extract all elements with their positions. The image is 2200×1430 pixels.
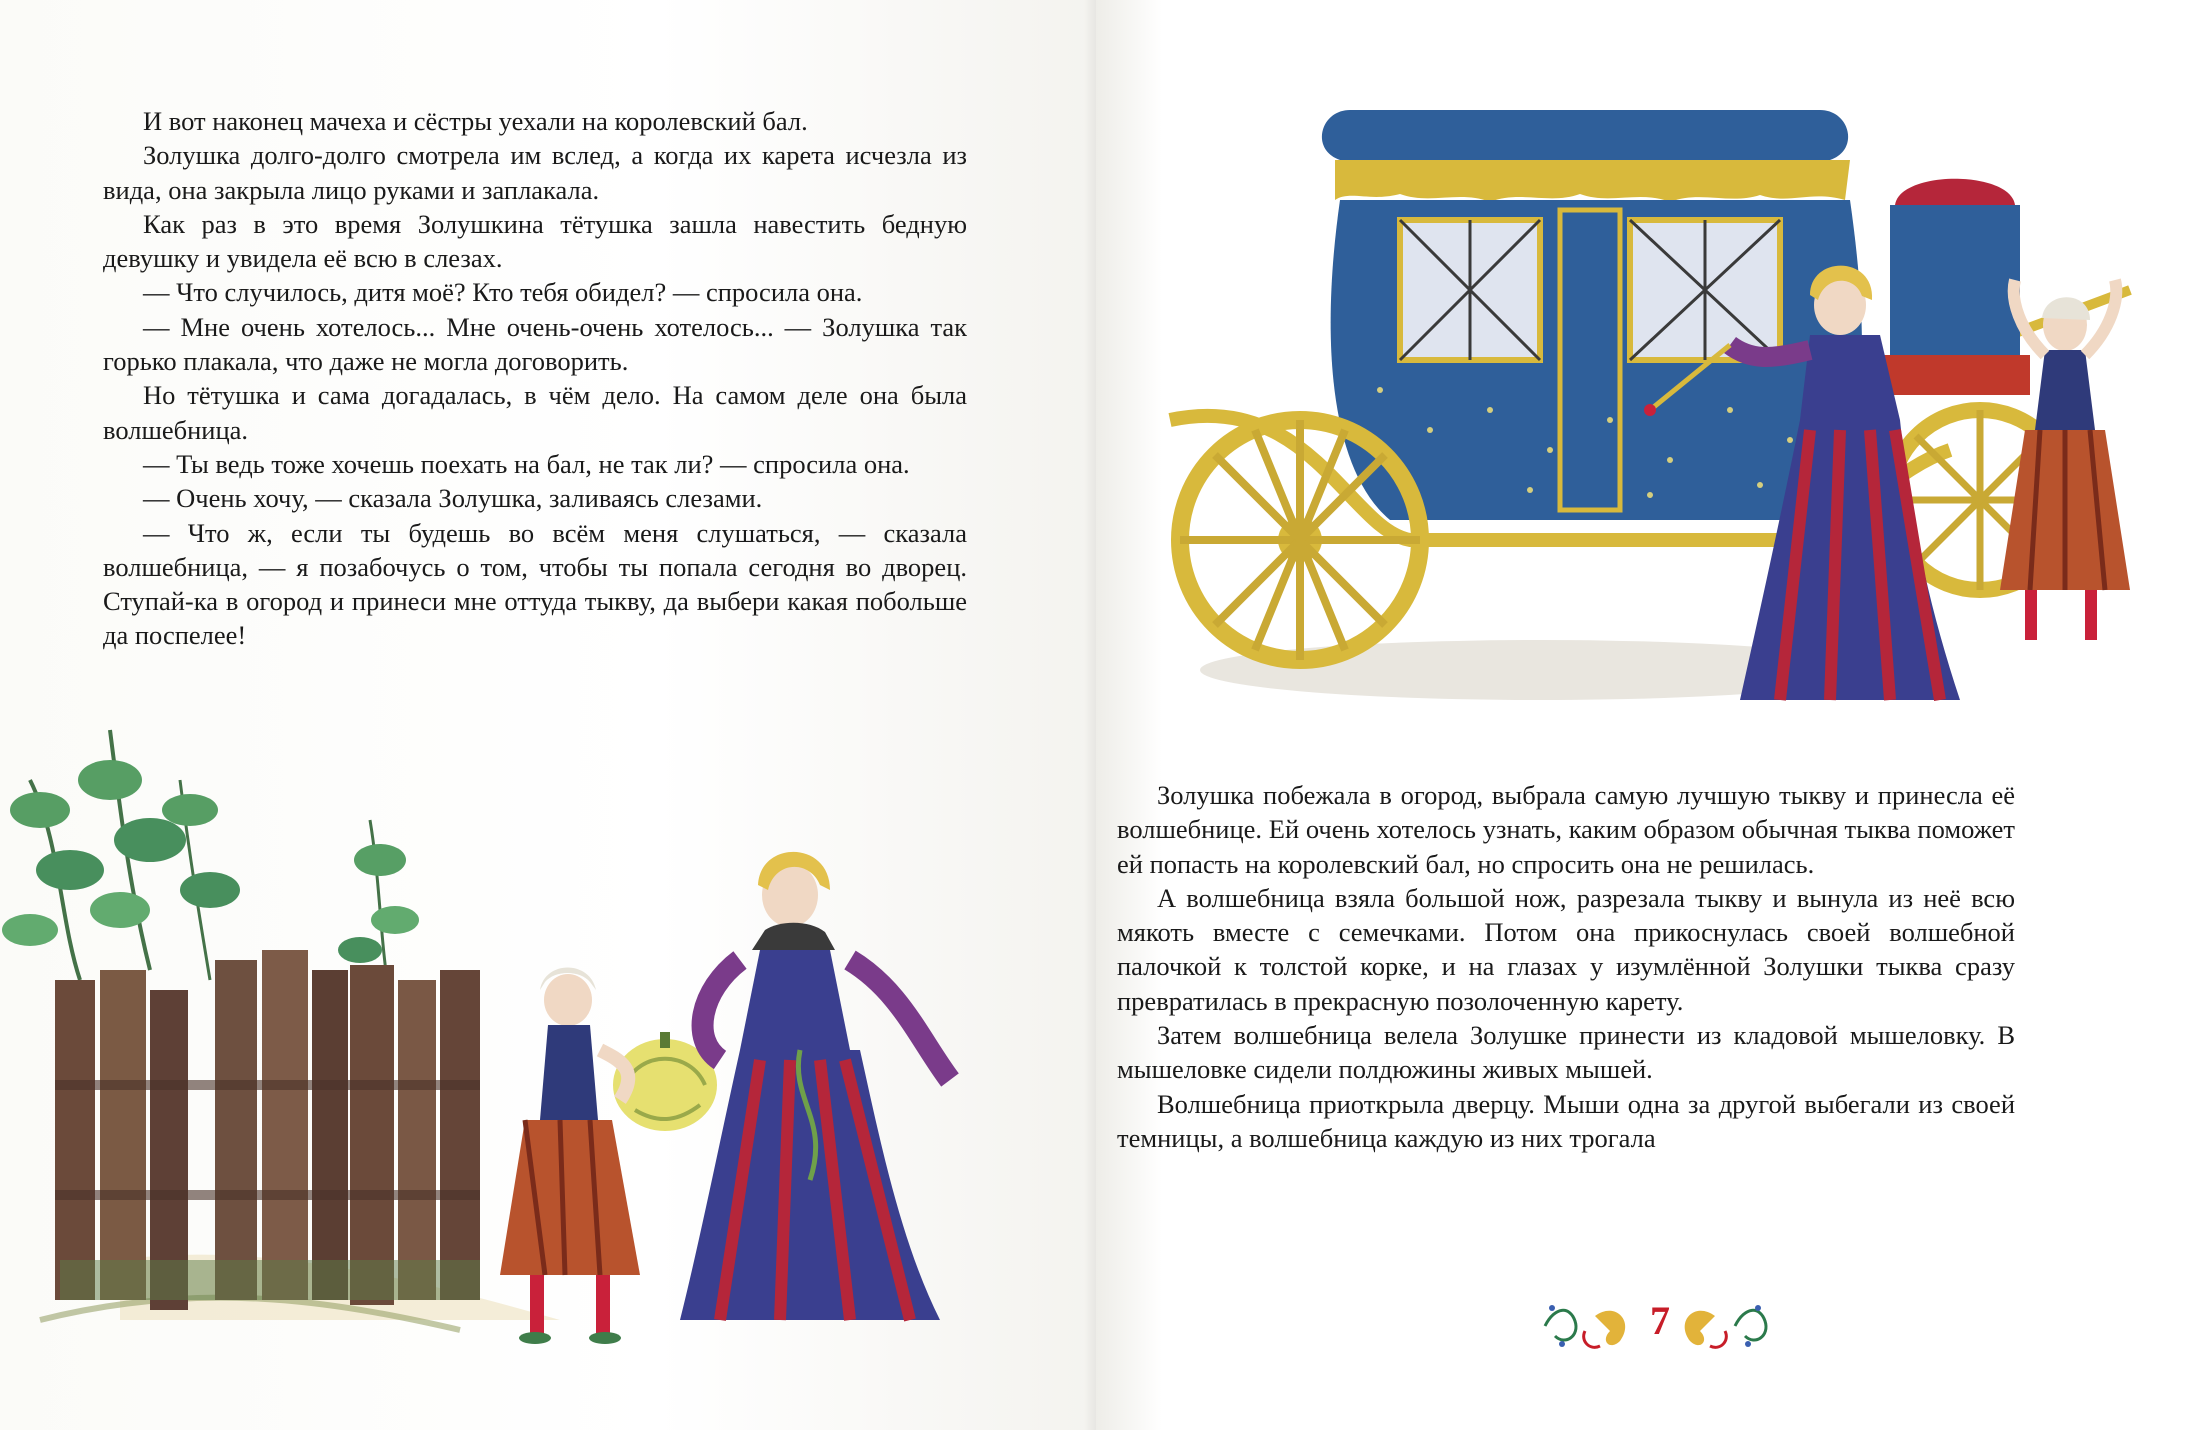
paragraph: Затем волшебница велела Золушке принести из кладовой мышеловку. В мышеловке сидели полдюжины живых мышей. xyxy=(1117,1020,2015,1085)
paragraph: Волшебница приоткрыла дверцу. Мыши одна за другой выбегали из своей темницы, а волшебница каждую из них трогала xyxy=(1117,1088,2015,1153)
garden-illustration xyxy=(0,720,1080,1360)
wooden-fence xyxy=(55,950,480,1310)
carriage-wheel-left xyxy=(1180,420,1420,660)
fairy-godmother-figure xyxy=(680,852,950,1320)
paragraph: — Ты ведь тоже хочешь поехать на бал, не так ли? — спросила она. xyxy=(143,448,910,479)
paragraph: Как раз в это время Золушкина тётушка зашла навестить бедную девушку и увидела её всю в слезах. xyxy=(103,208,967,274)
foliage xyxy=(2,730,419,1000)
paragraph: — Что ж, если ты будешь во всём меня слушаться, — сказала волшебница, — я позабочусь о том, чтобы ты попала сегодня во дворец. Ступай-ка в огород и принеси мне оттуда тыкву, да выбери какая побольше да поспелее! xyxy=(103,517,967,651)
left-page-text xyxy=(103,104,967,653)
paragraph: — Мне очень хотелось... Мне очень-очень хотелось... — Золушка так горько плакала, что даже не могла договорить. xyxy=(103,311,967,377)
paragraph: — Очень хочу, — сказала Золушка, заливаясь слезами. xyxy=(143,483,763,514)
paragraph: Золушка побежала в огород, выбрала самую лучшую тыкву и принесла её волшебнице. Ей очень хотелось узнать, каким образом обычная тыква поможет ей попасть на королевский бал, но спросить она не решилась. xyxy=(1117,780,2015,879)
right-page-text xyxy=(1117,778,2015,1155)
paragraph: А волшебница взяла большой нож, разрезала тыкву и вынула из неё всю мякоть вместе с семечками. Потом она прикоснулась своей волшебной палочкой к толстой корке, и на глазах у изумлённой Золушки тыква сразу превратилась в прекрасную позолоченную карету. xyxy=(1117,882,2015,1016)
carriage-illustration xyxy=(1110,90,2200,750)
cinderella-figure xyxy=(500,968,717,1345)
paragraph: Но тётушка и сама догадалась, в чём дело. На самом деле она была волшебница. xyxy=(103,380,967,445)
paragraph: Золушка долго-долго смотрела им вслед, а когда их карета исчезла из вида, она закрыла лицо руками и заплакала. xyxy=(103,140,967,205)
paragraph: — Что случилось, дитя моё? Кто тебя обидел? — спросила она. xyxy=(143,277,863,308)
page-number: 7 xyxy=(1650,1298,1670,1343)
left-page xyxy=(0,0,1096,1430)
paragraph: И вот наконец мачеха и сёстры уехали на королевский бал. xyxy=(143,106,808,136)
